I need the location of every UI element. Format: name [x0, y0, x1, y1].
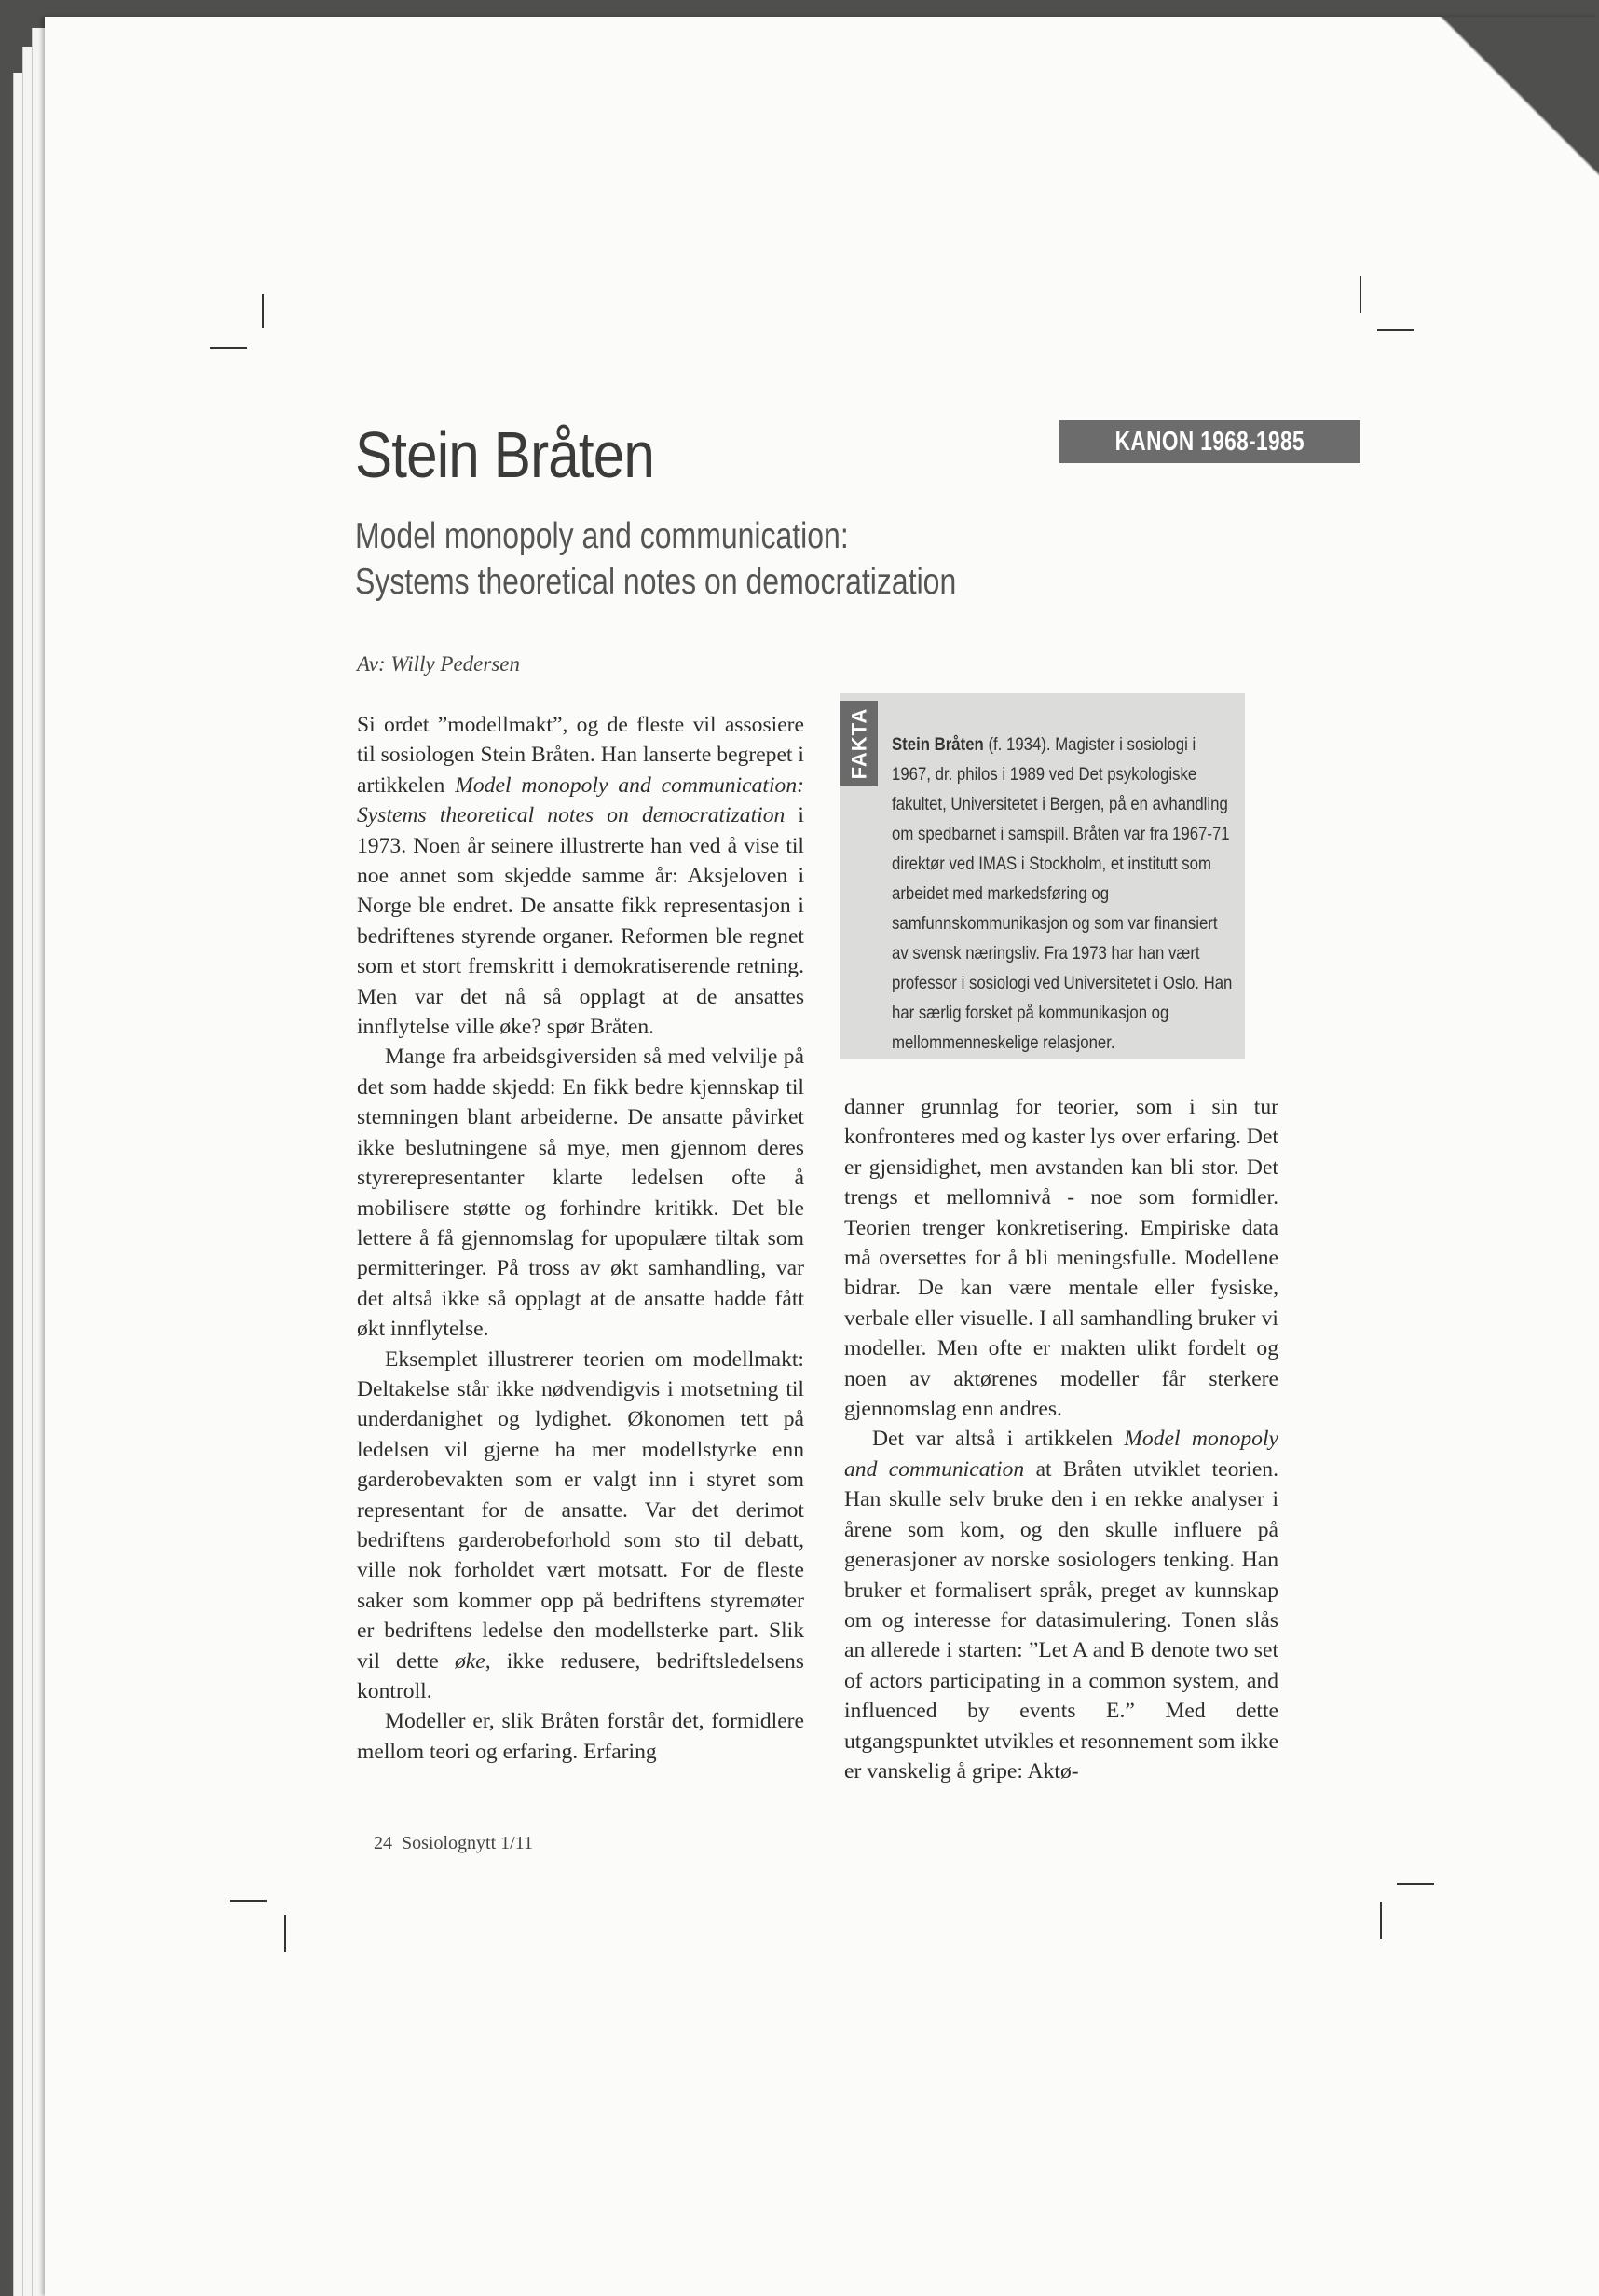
crop-mark — [1360, 276, 1361, 313]
cited-title: Model monopoly and communication — [844, 1427, 1278, 1482]
article-subtitle — [355, 513, 956, 605]
text-run: Eksemplet illustrerer teorien om modellmakt: Deltakelse står ikke nødvendigvis i motsetning til underdanighet og lydighet. Økonomen tett på ledelsen vil gjerne ha mer modellstyrke enn garderobevakten som er valgt inn i styret som representant for de ansatte. Var det derimot bedriftens garderobeforhold som sto til debatt, ville nok forholdet vært motsatt. For de fleste saker som kommer opp på bedriftens styremøter er bedriftens ledelse den modellsterke part. Slik vil dette — [357, 1346, 804, 1674]
body-column-left — [357, 710, 804, 1767]
paragraph: danner grunnlag for teorier, som i sin tur konfronteres med og kaster lys over erfaring. Det er gjensidighet, men avstanden kan bli stor. Det trengs et mellomnivå - noe som formidler. Teorien trenger konkretisering. Empiriske data må oversettes for å bli meningsfulle. Modellene bidrar. De kan være mentale eller fysiske, verbale eller visuelle. I all samhandling bruker vi modeller. Men ofte er makten ulikt fordelt og noen av aktørenes modeller får sterkere gjennomslag enn andres. — [844, 1095, 1278, 1422]
article-title: Stein Bråten — [355, 418, 654, 491]
text-run: at Bråten utviklet teorien. Han skulle selv bruke den i en rekke analyser i årene som kom, og den skulle influere på generasjoner av norske sosiologers tenking. Han bruker et formalisert språk, preget av kunnskap om og interesse for datasimulering. Tonen slås an allerede i starten: ”Let A and B denote two set of actors participating in a common system, and influenced by events E.” Med dette utgangspunktet utvikles et resonnement som ikke er vanskelig å gripe: Aktø- — [844, 1456, 1279, 1784]
fakta-text — [892, 730, 1238, 1058]
magazine-page — [45, 17, 1599, 2296]
paragraph — [844, 1424, 1278, 1786]
fakta-label-tab — [840, 701, 878, 786]
body-column-right — [844, 1092, 1278, 1786]
crop-mark — [284, 1915, 286, 1952]
page-number: 24 — [374, 1833, 392, 1853]
paragraph — [357, 1345, 804, 1707]
subtitle-line: Systems theoretical notes on democratization — [355, 562, 957, 602]
paragraph: Mange fra arbeidsgiversiden så med velvilje på det som hadde skjedd: En fikk bedre kjennskap til stemningen blant arbeiderne. De ansatte påvirket ikke beslutningene så mye, men gjennom deres styrerepresentanter klarte ledelsen ofte å mobilisere støtte og forhindre kritikk. Det ble lettere å få gjennomslag for upopulære tiltak som permitteringer. På tross av økt samhandling, var det altså ikke så opplagt at de ansatte hadde fått økt innflytelse. — [357, 1045, 804, 1342]
journal-name: Sosiolognytt 1/11 — [402, 1833, 533, 1853]
text-run: i 1973. Noen år seinere illustrerte han ved å vise til noe annet som skjedde samme år: Aksjeloven i Norge ble endret. De ansatte fikk representasjon i bedriftenes styrende organer. Reformen ble regnet som et stort fremskritt i demokratiserende retning. Men var det nå så opplagt at de ansattes innflytelse ville øke? spør Bråten. — [357, 803, 804, 1040]
fakta-label: FAKTA — [847, 707, 871, 780]
section-badge — [1059, 420, 1360, 463]
crop-mark — [262, 294, 264, 328]
page-footer — [374, 1833, 533, 1854]
scan-shadow-corner — [1431, 17, 1599, 259]
subtitle-line: Model monopoly and communication: — [355, 516, 849, 556]
crop-mark — [1397, 1883, 1434, 1885]
cited-title: Model monopoly and communication: Systems theoretical notes on democratization — [357, 772, 804, 828]
crop-mark — [210, 347, 247, 348]
fakta-name: Stein Bråten — [892, 734, 984, 755]
byline: Av: Willy Pedersen — [357, 652, 520, 676]
section-badge-label: KANON 1968-1985 — [1114, 427, 1305, 457]
text-run: Det var altså i artikkelen — [872, 1427, 1125, 1452]
paragraph: Modeller er, slik Bråten forstår det, formidlere mellom teori og erfaring. Erfaring — [357, 1709, 804, 1764]
text-run: Si ordet ”modellmakt”, og de fleste vil assosiere til sosiologen Stein Bråten. Han lanserte begrepet i artikkelen — [357, 713, 804, 798]
crop-mark — [1377, 329, 1414, 331]
fakta-body: (f. 1934). Magister i sosiologi i 1967, dr. philos i 1989 ved Det psykologiske fakultet, Universitetet i Bergen, på en avhandling om spedbarnet i samspill. Bråten var fra 1967-71 direktør ved IMAS i Stockholm, et institutt som arbeidet med markedsføring og samfunnskommunikasjon og som var finansiert av svensk næringsliv. Fra 1973 har han vært professor i sosiologi ved Universitetet i Oslo. Han har særlig forsket på kommunikasjon og mellommenneskelige relasjoner. — [892, 734, 1233, 1053]
crop-mark — [1380, 1902, 1382, 1939]
crop-mark — [230, 1900, 267, 1902]
paragraph — [357, 710, 804, 1042]
emphasis: øke — [455, 1648, 485, 1674]
text-run: , ikke redusere, bedriftsledelsens kontroll. — [357, 1648, 804, 1703]
